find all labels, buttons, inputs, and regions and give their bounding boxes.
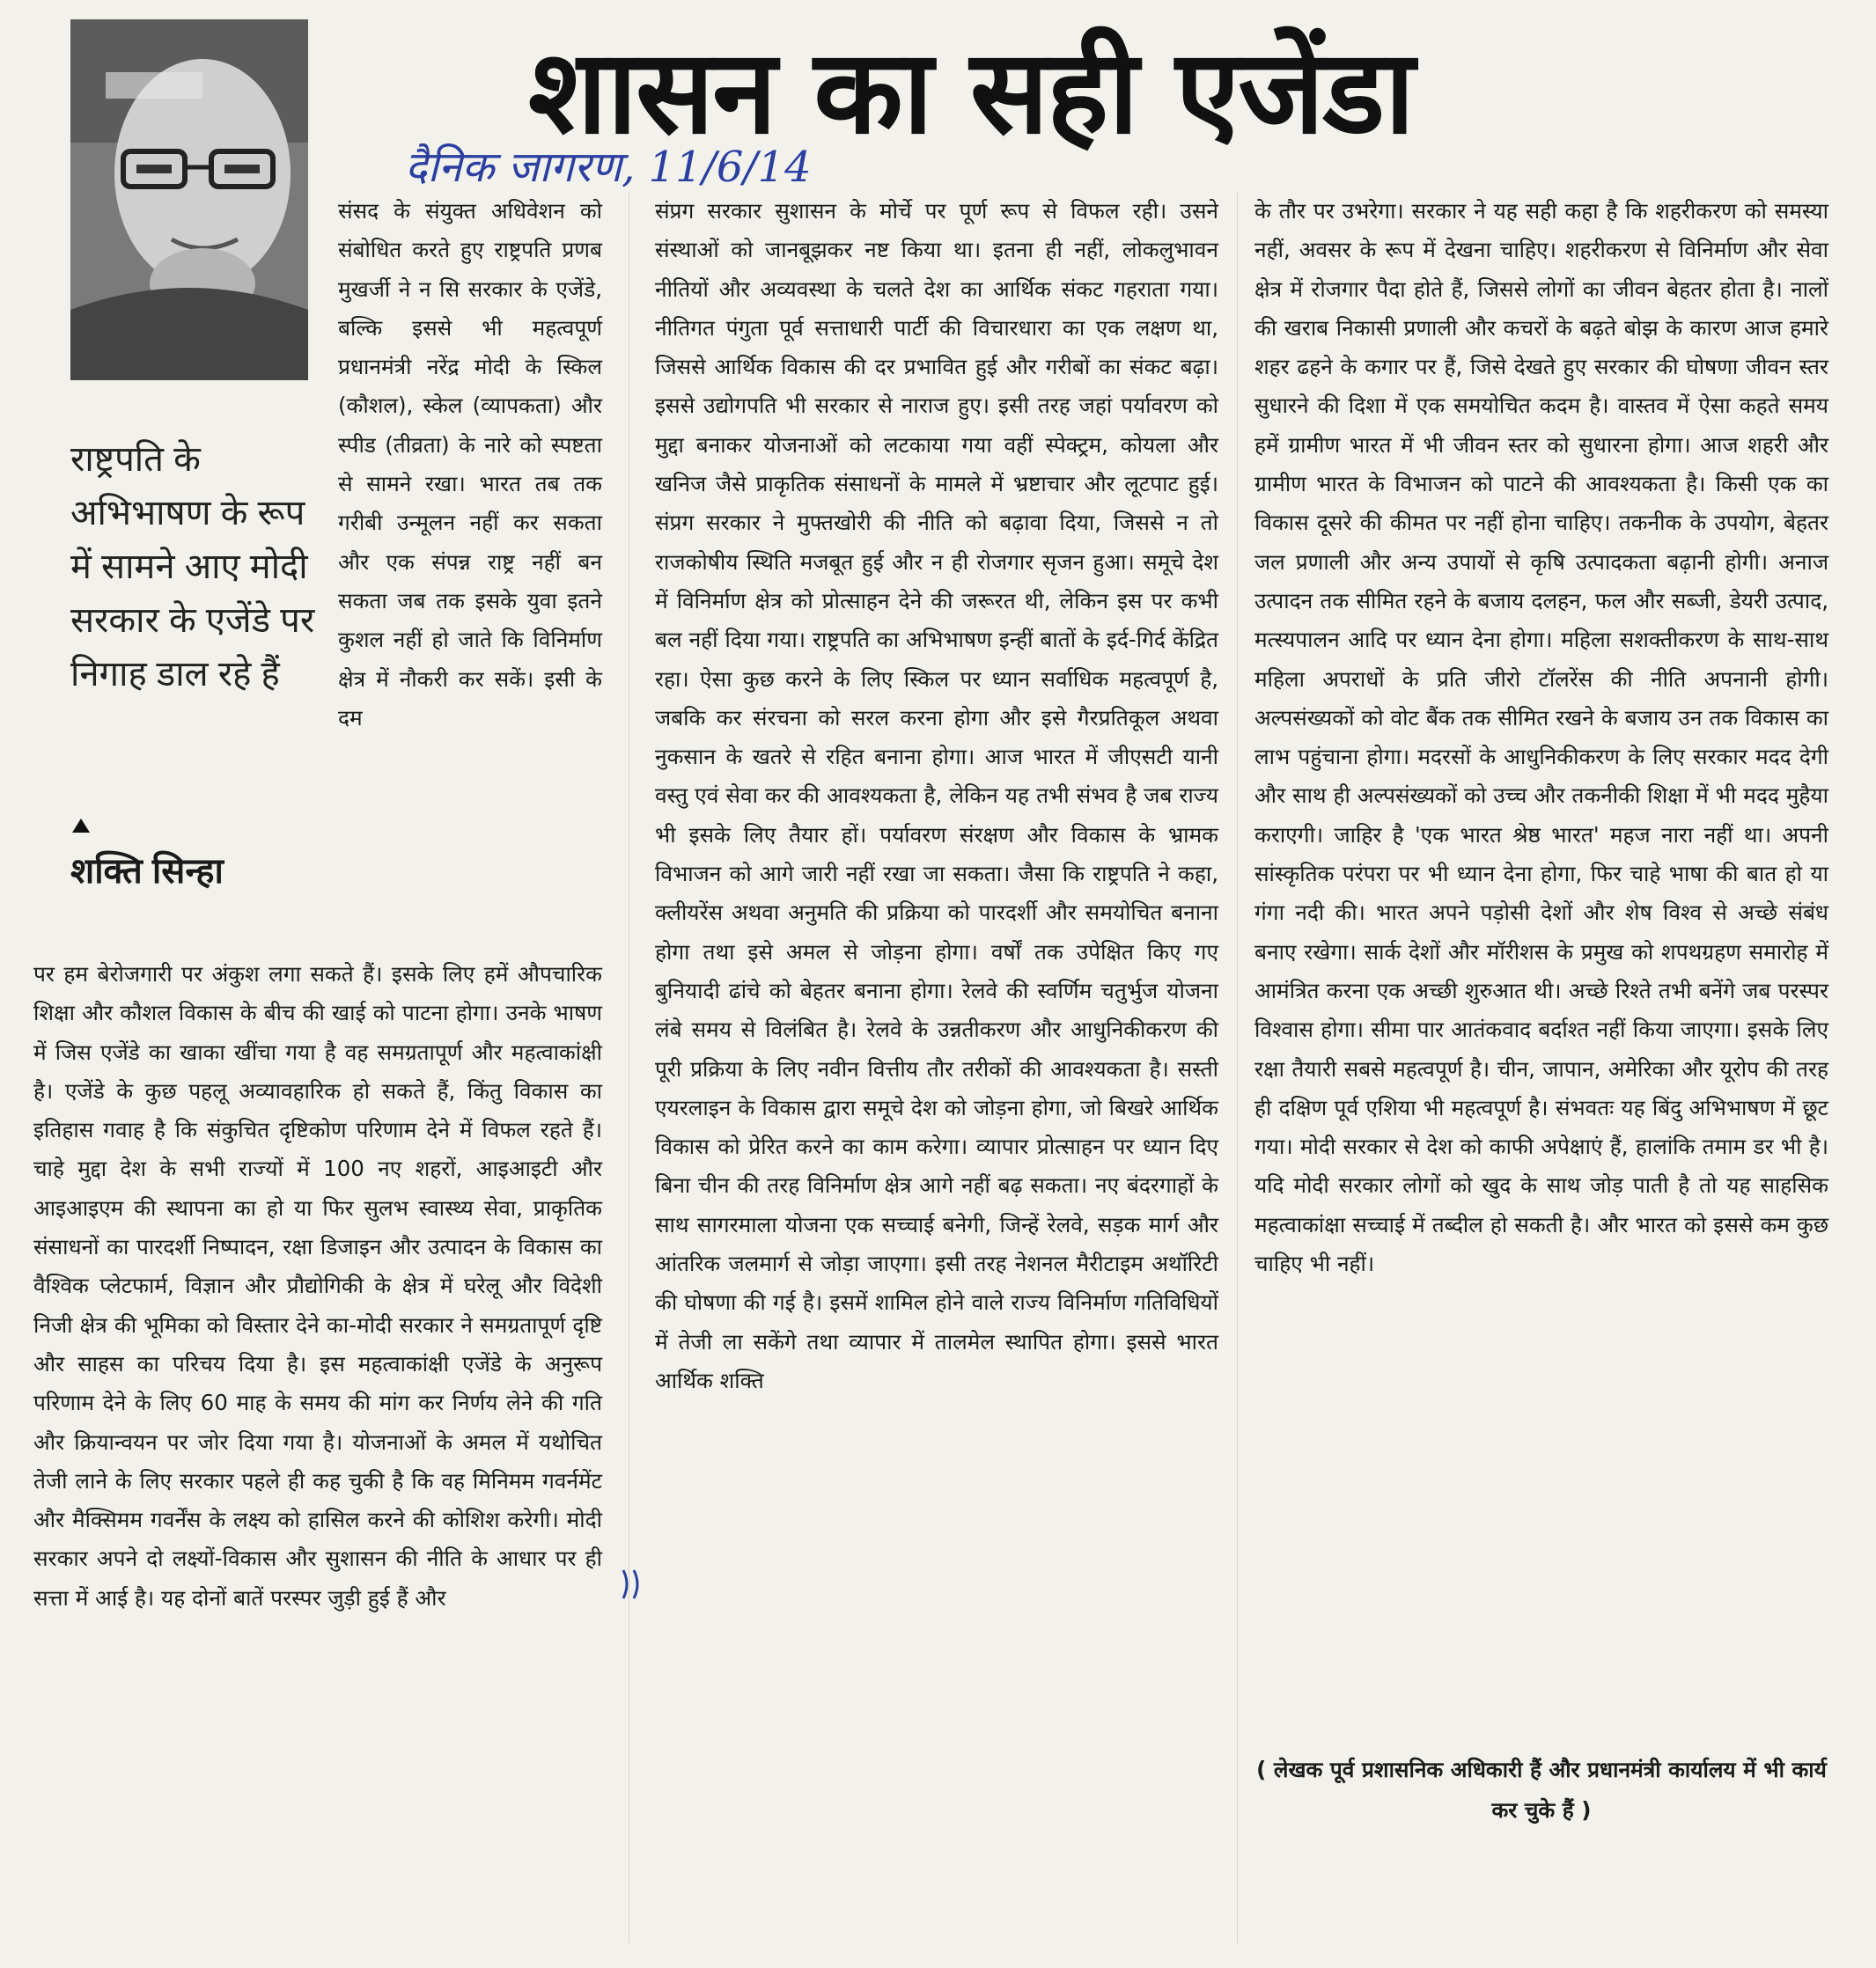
headline: शासन का सही एजेंडा [528, 25, 1414, 160]
column-1-bottom-text: पर हम बेरोजगारी पर अंकुश लगा सकते हैं। इसके लिए हमें औपचारिक शिक्षा और कौशल विकास के बीच की खाई को पाटना होगा। उनके भाषण में जिस एजेंडे का खाका खींचा गया है वह समग्रतापूर्ण और महत्वाकांक्षी है। एजेंडे के कुछ पहलू अव्यावहारिक हो सकते हैं, किंतु विकास का इतिहास गवाह है कि संकुचित दृष्टिकोण परिणाम देने में विफल रहते हैं। चाहे मुद्दा देश के सभी राज्यों में 100 नए शहरों, आइआइटी और आइआइएम की स्थापना का हो या फिर सुलभ स्वास्थ्य सेवा, प्राकृतिक संसाधनों का पारदर्शी निष्पादन, रक्षा डिजाइन और उत्पादन के विकास का वैश्विक प्लेटफार्म, विज्ञान और प्रौद्योगिकी के क्षेत्र में घरेलू और विदेशी निजी क्षेत्र की भूमिका को विस्तार देने का-मोदी सरकार ने समग्रतापूर्ण दृष्टि और साहस का परिचय दिया है। इस महत्वाकांक्षी एजेंडे के अनुरूप परिणाम देने के लिए 60 माह के समय की मांग कर निर्णय लेने की गति और क्रियान्वयन पर जोर दिया गया है। योजनाओं के अमल में यथोचित तेजी लाने के लिए सरकार पहले ही कह चुकी है कि वह मिनिमम गवर्नमेंट और मैक्सिमम गवर्नेंस के लक्ष्य को हासिल करने की कोशिश करेगी। मोदी सरकार अपने दो लक्ष्यों-विकास और सुशासन की नीति के आधार पर ही सत्ता में आई है। यह दोनों बातें परस्पर जुड़ी हुई हैं और [33, 961, 602, 1611]
deck-summary: राष्ट्रपति के अभिभाषण के रूप में सामने आए मोदी सरकार के एजेंडे पर निगाह डाल रहे हैं [70, 440, 315, 694]
author-byline: शक्ति सिन्हा [70, 852, 224, 891]
column-2-text: संप्रग सरकार सुशासन के मोर्चे पर पूर्ण रूप से विफल रही। उसने संस्थाओं को जानबूझकर नष्ट किया था। इतना ही नहीं, लोकलुभावन नीतियों और अव्यवस्था के चलते देश का आर्थिक संकट गहराता गया। नीतिगत पंगुता पूर्व सत्ताधारी पार्टी की विचारधारा का एक लक्षण था, जिससे आर्थिक विकास की दर प्रभावित हुई और गरीबों का संकट बढ़ा। इससे उद्योगपति भी सरकार से नाराज हुए। इसी तरह जहां पर्यावरण को मुद्दा बनाकर योजनाओं को लटकाया गया वहीं स्पेक्ट्रम, कोयला और खनिज जैसे प्राकृतिक संसाधनों के मामले में भ्रष्टाचार और लूटपाट हुई। संप्रग सरकार ने मुफ्तखोरी की नीति को बढ़ावा दिया, जिससे न तो राजकोषीय स्थिति मजबूत हुई और न ही रोजगार सृजन हुआ। समूचे देश में विनिर्माण क्षेत्र को प्रोत्साहन देने की जरूरत थी, लेकिन इस पर कभी बल नहीं दिया गया। राष्ट्रपति का अभिभाषण इन्हीं बातों के इर्द-गिर्द केंद्रित रहा। ऐसा कुछ करने के लिए स्किल पर ध्यान सर्वाधिक महत्वपूर्ण है, जबकि कर संरचना को सरल करना होगा और इसे गैरप्रतिकूल अथवा नुकसान के खतरे से रहित बनाना होगा। आज भारत में जीएसटी यानी वस्तु एवं सेवा कर की आवश्यकता है, लेकिन यह तभी संभव है जब राज्य भी इसके लिए तैयार हों। पर्यावरण संरक्षण और विकास के भ्रामक विभाजन को आगे जारी नहीं रखा जा सकता। जैसा कि राष्ट्रपति ने कहा, क्लीयरेंस अथवा अनुमति की प्रक्रिया को पारदर्शी और समयोचित बनाना होगा तथा इसे अमल से जोड़ना होगा। वर्षों तक उपेक्षित किए गए बुनियादी ढांचे को बेहतर बनाना होगा। रेलवे की स्वर्णिम चतुर्भुज योजना लंबे समय से विलंबित है। रेलवे के उन्नतीकरण और आधुनिकीकरण की पूरी प्रक्रिया के लिए नवीन वित्तीय तौर तरीकों की आवश्यकता है। सस्ती एयरलाइन के विकास द्वारा समूचे देश को जोड़ना होगा, जो बिखरे आर्थिक विकास को प्रेरित करने का काम करेगा। व्यापार प्रोत्साहन पर ध्यान दिए बिना चीन की तरह विनिर्माण क्षेत्र आगे नहीं बढ़ सकता। नए बंदरगाहों के साथ सागरमाला योजना एक सच्चाई बनेगी, जिन्हें रेलवे, सड़क मार्ग और आंतरिक जलमार्ग से जोड़ा जाएगा। इसी तरह नेशनल मैरीटाइम अथॉरिटी की घोषणा की गई है। इसमें शामिल होने वाले राज्य विनिर्माण गतिविधियों में तेजी ला सकेंगे तथा व्यापार में तालमेल स्थापित होगा। इससे भारत आर्थिक शक्ति [655, 198, 1218, 1393]
triangle-up-icon [70, 817, 92, 834]
column-3-text: के तौर पर उभरेगा। सरकार ने यह सही कहा है कि शहरीकरण को समस्या नहीं, अवसर के रूप में देखना चाहिए। शहरीकरण से विनिर्माण और सेवा क्षेत्र में रोजगार पैदा होते हैं, जिससे लोगों का जीवन बेहतर होता है। नालों की खराब निकासी प्रणाली और कचरों के बढ़ते बोझ के कारण आज हमारे शहर ढहने के कगार पर हैं, जिसे देखते हुए सरकार की घोषणा जीवन स्तर सुधारने की दिशा में एक समयोचित कदम है। वास्तव में ऐसा कहते समय हमें ग्रामीण भारत में भी जीवन स्तर को सुधारना होगा। आज शहरी और ग्रामीण भारत के विभाजन को पाटने की आवश्यकता है। किसी एक का विकास दूसरे की कीमत पर नहीं होना चाहिए। तकनीक के उपयोग, बेहतर जल प्रणाली और अन्य उपायों से कृषि उत्पादकता बढ़ानी होगी। अनाज उत्पादन तक सीमित रहने के बजाय दलहन, फल और सब्जी, डेयरी उत्पाद, मत्स्यपालन आदि पर ध्यान देना होगा। महिला सशक्तीकरण के साथ-साथ महिला अपराधों के प्रति जीरो टॉलरेंस की नीति अपनानी होगी। अल्पसंख्यकों को वोट बैंक तक सीमित रखने के बजाय उन तक विकास का लाभ पहुंचाना होगा। मदरसों के आधुनिकीकरण के लिए सरकार मदद देगी और साथ ही अल्पसंख्यकों को उच्च और तकनीकी शिक्षा में भी मदद मुहैया कराएगी। जाहिर है 'एक भारत श्रेष्ठ भारत' महज नारा नहीं था। अपनी सांस्कृतिक परंपरा पर भी ध्यान देना होगा, फिर चाहे भाषा की बात हो या गंगा नदी की। भारत अपने पड़ोसी देशों और शेष विश्व से अच्छे संबंध बनाए रखेगा। सार्क देशों और मॉरीशस के प्रमुख को शपथग्रहण समारोह में आमंत्रित करना एक अच्छी शुरुआत थी। अच्छे रिश्ते तभी बनेंगे जब परस्पर विश्वास होगा। सीमा पार आतंकवाद बर्दाश्त नहीं किया जाएगा। इसके लिए रक्षा तैयारी सबसे महत्वपूर्ण है। चीन, जापान, अमेरिका और यूरोप की तरह ही दक्षिण पूर्व एशिया भी महत्वपूर्ण है। संभवतः यह बिंदु अभिभाषण में छूट गया। मोदी सरकार से देश को काफी अपेक्षाएं हैं, हालांकि तमाम डर भी है। यदि मोदी सरकार लोगों को खुद के साथ जोड़ पाती है तो यह साहसिक महत्वाकांक्षा सच्चाई में तब्दील हो सकती है। और भारत को इससे कम कुछ चाहिए भी नहीं। [1254, 198, 1828, 1277]
author-photo [70, 19, 308, 380]
handwritten-source-note: दैनिक जागरण, 11/6/14 [405, 143, 812, 192]
author-portrait-image [70, 19, 308, 380]
column-divider [1237, 192, 1238, 1943]
column-1-top-text: संसद के संयुक्त अधिवेशन को संबोधित करते हुए राष्ट्रपति प्रणब मुखर्जी ने न सि सरकार के एजेंडे, बल्कि इससे भी महत्वपूर्ण प्रधानमंत्री नरेंद्र मोदी के स्किल (कौशल), स्केल (व्यापकता) और स्पीड (तीव्रता) के नारे को स्पष्टता से सामने रखा। भारत तब तक गरीबी उन्मूलन नहीं कर सकता और एक संपन्न राष्ट्र नहीं बन सकता जब तक इसके युवा इतने कुशल नहीं हो जाते कि विनिर्माण क्षेत्र में नौकरी कर सकें। इसी के दम [338, 198, 602, 731]
double-bracket-pen-mark [618, 1567, 644, 1602]
author-note: ( लेखक पूर्व प्रशासनिक अधिकारी हैं और प्रधानमंत्री कार्यालय में भी कार्य कर चुके हैं ) [1256, 1757, 1827, 1823]
